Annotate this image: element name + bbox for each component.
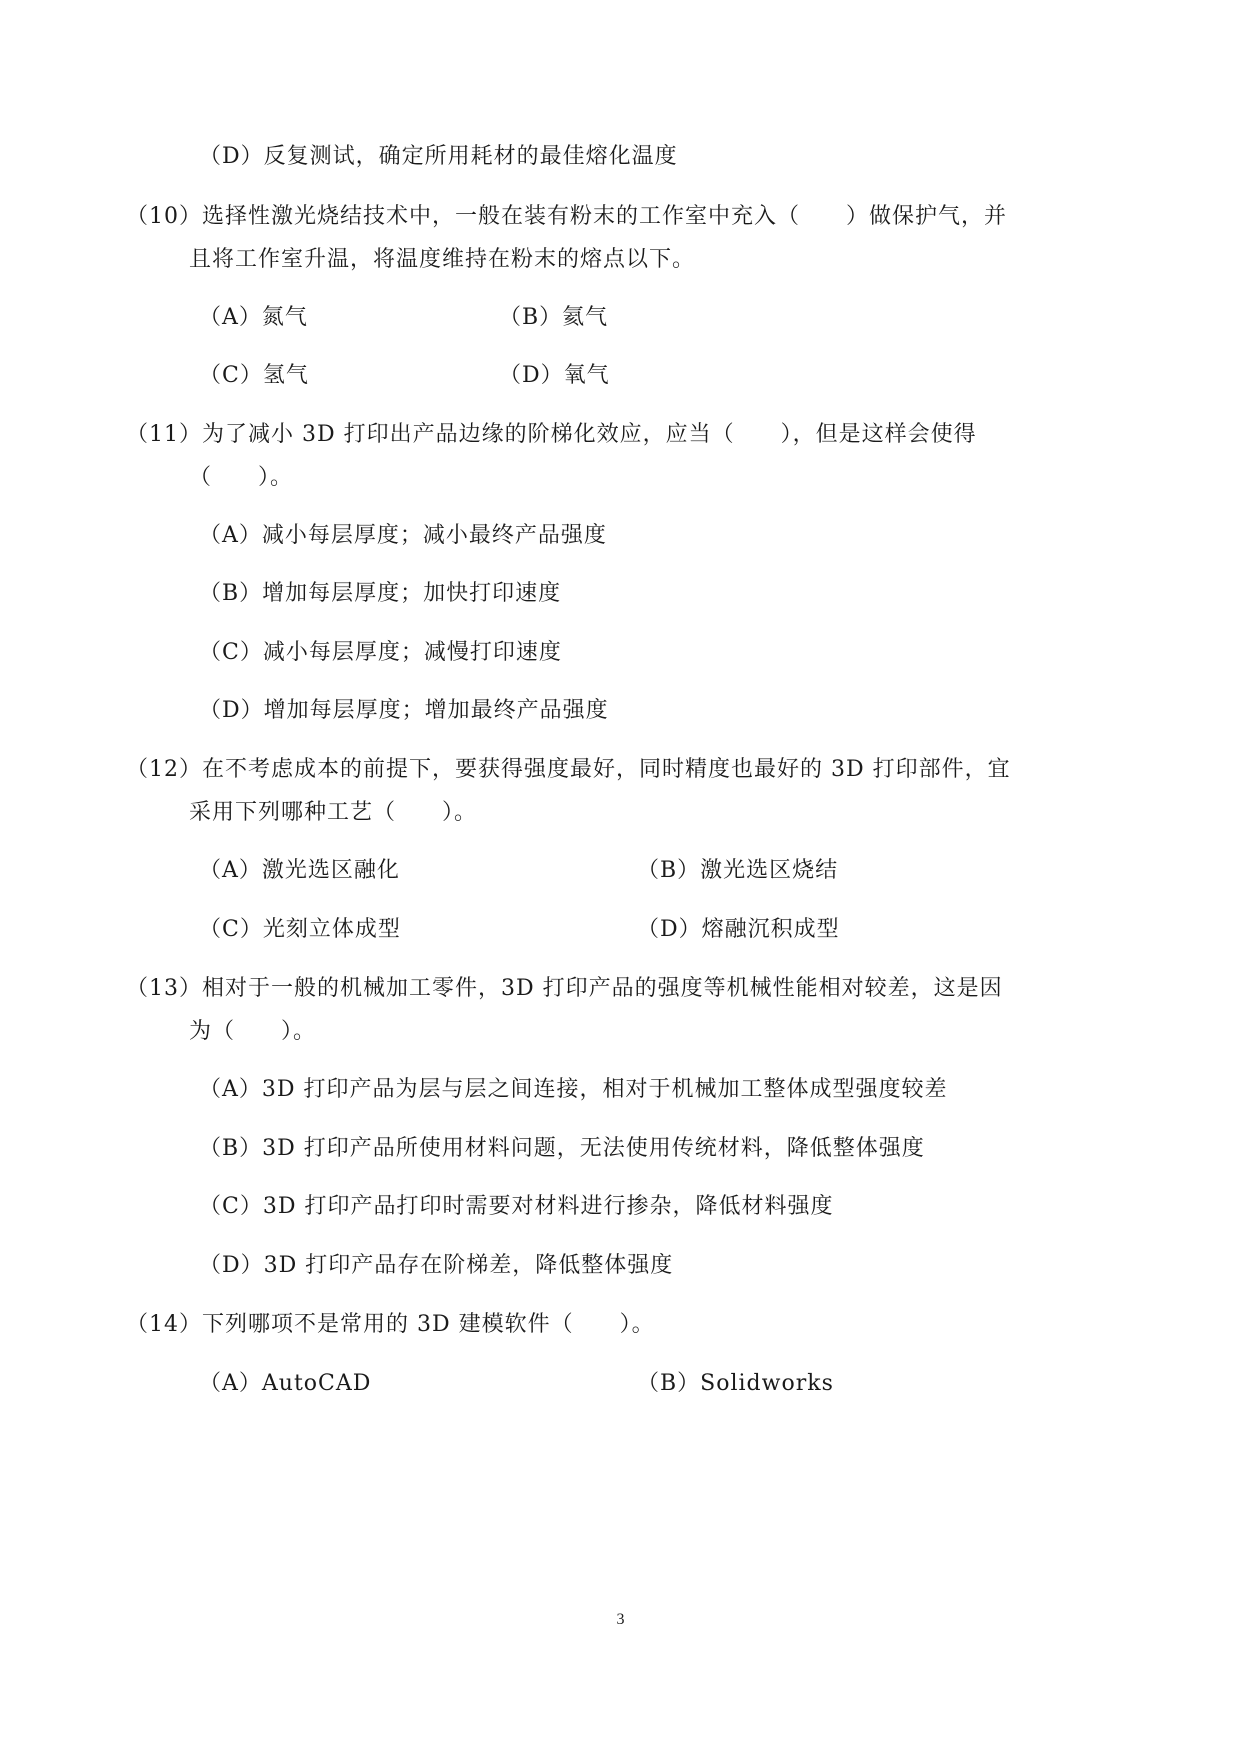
q14-option-a: （A）AutoCAD [199, 1371, 372, 1396]
q13-option-d: （D）3D 打印产品存在阶梯差，降低整体强度 [199, 1253, 674, 1278]
q11-option-a: （A）减小每层厚度；减小最终产品强度 [199, 523, 607, 548]
q11-stem-line-2: （ ）。 [189, 465, 294, 490]
q11-option-d: （D）增加每层厚度；增加最终产品强度 [199, 698, 609, 723]
q12-stem-line-1: （12）在不考虑成本的前提下，要获得强度最好，同时精度也最好的 3D 打印部件，宜 [126, 757, 1011, 782]
q10-option-b: （B）氦气 [499, 305, 609, 330]
q12-option-d: （D）熔融沉积成型 [637, 917, 840, 942]
q11-option-c: （C）减小每层厚度；减慢打印速度 [199, 640, 562, 665]
q10-stem-line-2: 且将工作室升温，将温度维持在粉末的熔点以下。 [189, 247, 696, 272]
q10-option-d: （D）氧气 [499, 363, 610, 388]
q13-option-b: （B）3D 打印产品所使用材料问题，无法使用传统材料，降低整体强度 [199, 1136, 925, 1161]
q9-option-d: （D）反复测试，确定所用耗材的最佳熔化温度 [199, 144, 678, 169]
page-number: 3 [616, 1611, 625, 1628]
q13-option-c: （C）3D 打印产品打印时需要对材料进行掺杂，降低材料强度 [199, 1194, 834, 1219]
q10-option-c: （C）氢气 [199, 363, 309, 388]
q10-option-a: （A）氮气 [199, 305, 308, 330]
q13-option-a: （A）3D 打印产品为层与层之间连接，相对于机械加工整体成型强度较差 [199, 1077, 948, 1102]
q13-stem-line-1: （13）相对于一般的机械加工零件，3D 打印产品的强度等机械性能相对较差，这是因 [126, 976, 1003, 1001]
q14-option-b: （B）Solidworks [637, 1371, 834, 1396]
q14-stem-line-1: （14）下列哪项不是常用的 3D 建模软件（ ）。 [126, 1312, 655, 1337]
q12-stem-line-2: 采用下列哪种工艺（ ）。 [189, 800, 478, 825]
q13-stem-line-2: 为（ ）。 [189, 1019, 317, 1044]
q10-stem-line-1: （10）选择性激光烧结技术中，一般在装有粉末的工作室中充入（ ）做保护气，并 [126, 204, 1007, 229]
q11-stem-line-1: （11）为了减小 3D 打印出产品边缘的阶梯化效应，应当（ ），但是这样会使得 [126, 422, 977, 447]
q12-option-c: （C）光刻立体成型 [199, 917, 401, 942]
q12-option-a: （A）激光选区融化 [199, 858, 400, 883]
q12-option-b: （B）激光选区烧结 [637, 858, 839, 883]
q11-option-b: （B）增加每层厚度；加快打印速度 [199, 581, 562, 606]
